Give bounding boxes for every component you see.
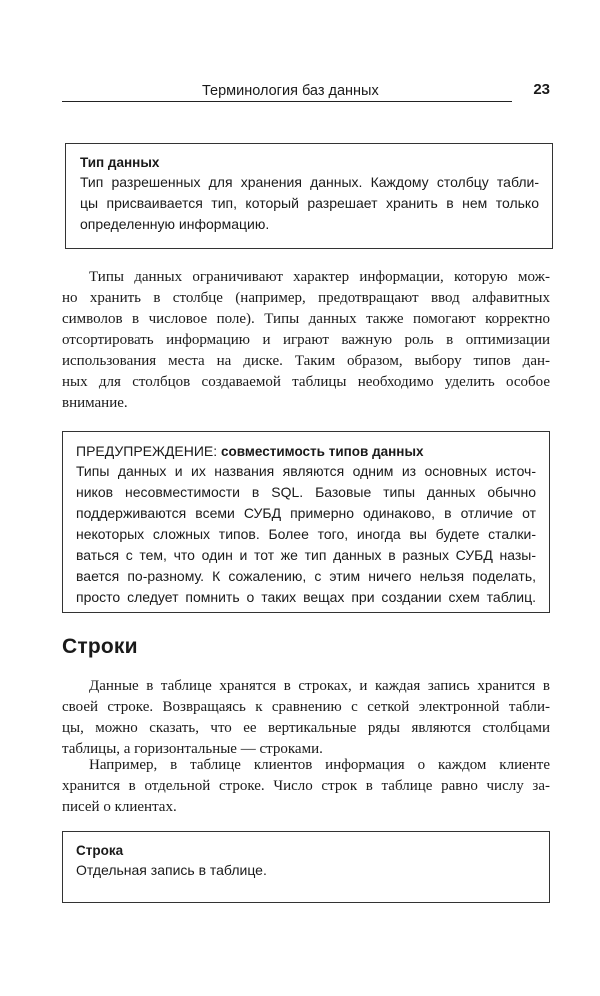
definition-line: определенную информацию.: [80, 216, 270, 232]
section-heading: Строки: [62, 635, 138, 658]
running-header: [62, 80, 550, 104]
text-line: своей строке. Возвращаясь к сравнению с сеткой электронной табли-: [62, 699, 550, 715]
text-line: Типы данных ограничивают характер информации, которую мож-: [89, 269, 550, 285]
definition-line: цы присваивается тип, который разрешает хранить в нем только: [80, 195, 539, 211]
text-line: ных для столбцов создаваемой таблицы необходимо уделить особое: [62, 374, 550, 390]
text-line: символов в числовое поле). Типы данных также помогают корректно: [62, 311, 550, 327]
warning-topic: совместимость типов данных: [221, 444, 424, 459]
warning-line: поддерживаются всеми СУБД примерно одинаково, в отличие от: [76, 505, 536, 521]
paragraph-example: [62, 755, 550, 818]
warning-box: [62, 431, 550, 613]
header-rule: [62, 101, 512, 102]
definition-title: Тип данных: [80, 155, 160, 170]
text-line: внимание.: [62, 395, 128, 411]
warning-line: вается по-разному. К сожалению, с этим ничего нельзя поделать,: [76, 568, 536, 584]
warning-line: просто следует помнить о таких вещах при создании схем таблиц.: [76, 589, 536, 605]
warning-line: некоторых сложных типов. Более того, иногда вы будете сталки-: [76, 526, 536, 542]
definition-box-row: [62, 831, 550, 903]
warning-label: ПРЕДУПРЕЖДЕНИЕ:: [76, 443, 222, 459]
definition-line: Тип разрешенных для хранения данных. Каждому столбцу табли-: [80, 174, 539, 190]
text-line: но хранить в столбце (например, предотвращают ввод алфавитных: [62, 290, 550, 306]
warning-line: ников несовместимости в SQL. Базовые типы данных обычно: [76, 484, 536, 500]
text-line: Данные в таблице хранятся в строках, и каждая запись хранится в: [89, 678, 550, 694]
text-line: хранится в отдельной строке. Число строк в таблице равно числу за-: [62, 778, 550, 794]
paragraph-rows: [62, 676, 550, 760]
definition-line: Отдельная запись в таблице.: [76, 862, 267, 878]
warning-title: [76, 443, 536, 459]
text-line: писей о клиентах.: [62, 799, 177, 815]
text-line: Например, в таблице клиентов информация о каждом клиенте: [89, 757, 550, 773]
text-line: таблицы, а горизонтальные — строками.: [62, 741, 323, 757]
warning-line: Типы данных и их названия являются одним из основных источ-: [76, 463, 536, 479]
page-number: 23: [533, 81, 550, 98]
definition-box-data-type: [65, 143, 553, 249]
warning-line: ваться с тем, что один и тот же тип данных в разных СУБД назы-: [76, 547, 536, 563]
text-line: отсортировать информацию и играют важную роль в оптимизации: [62, 332, 550, 348]
text-line: цы, можно сказать, что ее вертикальные ряды являются столбцами: [62, 720, 550, 736]
running-title: Терминология баз данных: [202, 83, 379, 99]
definition-title: Строка: [76, 843, 124, 858]
paragraph-data-types: [62, 267, 550, 414]
text-line: использования места на диске. Таким образом, выбору типов дан-: [62, 353, 550, 369]
